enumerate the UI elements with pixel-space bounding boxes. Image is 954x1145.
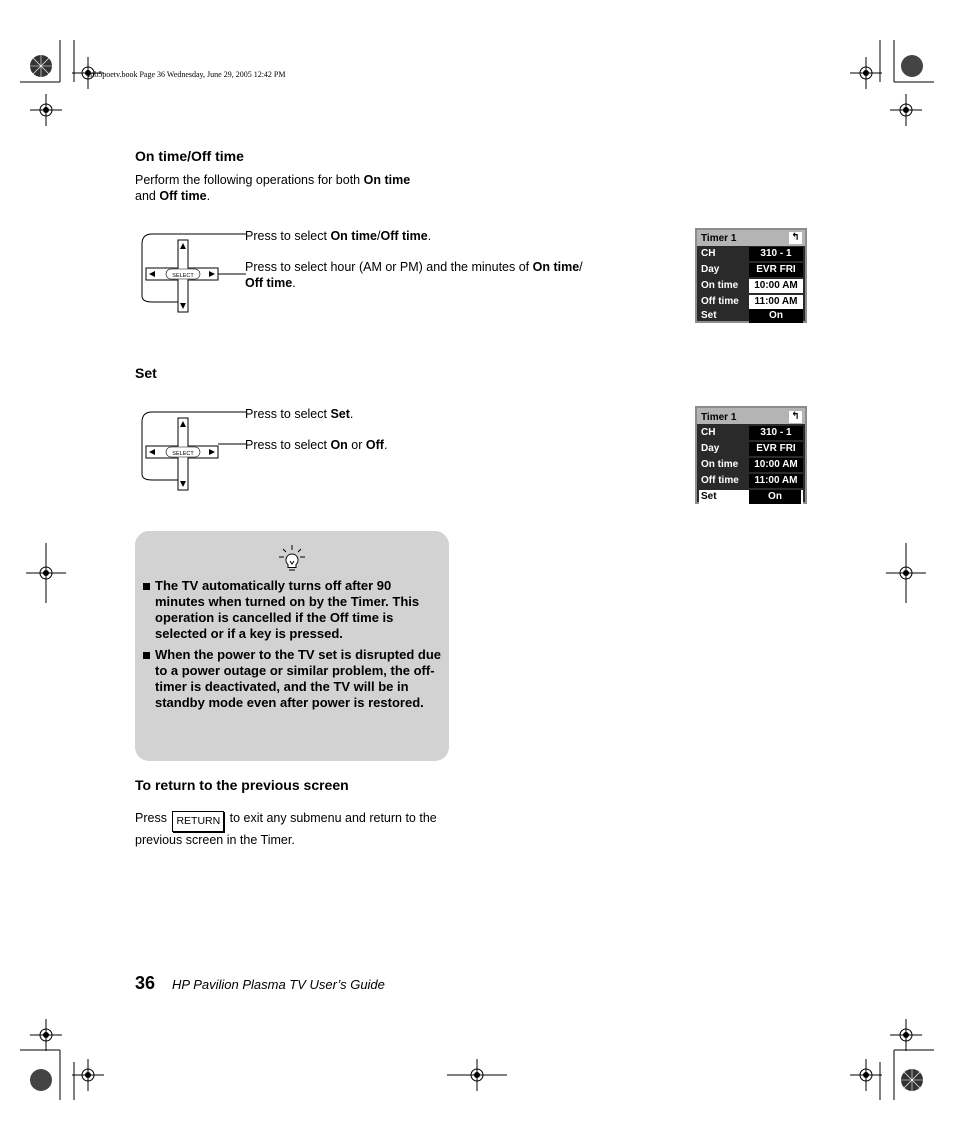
intro-bold: On time	[363, 173, 411, 187]
instruction-bold: On time	[330, 229, 377, 243]
intro-text: Perform the following operations for both	[135, 173, 364, 187]
dpad-diagram-updown	[138, 230, 248, 316]
instruction-updown	[245, 228, 625, 244]
instruction-bold: On	[330, 438, 348, 452]
instruction-bold: On time	[532, 260, 580, 274]
osd-row-label: Off time	[701, 475, 739, 486]
osd-row-value: EVR FRI	[749, 442, 803, 456]
bullet-icon	[143, 652, 150, 659]
return-instruction	[135, 810, 445, 849]
dpad-diagram-set	[138, 408, 248, 494]
osd-row-label: On time	[701, 459, 739, 470]
instruction-text: Press to select	[245, 229, 331, 243]
instruction-leftright	[245, 259, 610, 291]
instruction-text: .	[383, 438, 388, 452]
osd-row-value-selected: 10:00 AM	[749, 279, 803, 293]
osd-row-on-time	[699, 279, 803, 293]
return-icon: ↰	[789, 411, 802, 423]
osd-title: Timer 1	[701, 233, 737, 244]
instruction-text: Press to select	[245, 407, 331, 421]
instruction-text: to exit any submenu and return to the previous screen in the Timer.	[135, 811, 437, 847]
osd-row-day	[699, 442, 803, 456]
instruction-bold: Off	[365, 438, 384, 452]
tip-list	[143, 578, 443, 716]
osd-row-label: On time	[701, 280, 739, 291]
instruction-bold: Off time	[380, 229, 428, 243]
osd-row-value: 11:00 AM	[749, 474, 803, 488]
instruction-text: .	[349, 407, 354, 421]
section-heading-on-off-time: On time/Off time	[135, 148, 244, 164]
osd-timer-menu-2	[695, 406, 807, 504]
osd-row-label: CH	[701, 427, 716, 438]
osd-row-label: Day	[701, 264, 720, 275]
instruction-bold: Set	[330, 407, 350, 421]
osd-row-set-selected	[699, 490, 803, 504]
osd-row-day	[699, 263, 803, 277]
intro-bold: Off time	[159, 189, 207, 203]
instruction-text: .	[292, 276, 296, 290]
tip-item	[143, 578, 443, 642]
osd-row-off-time	[699, 474, 803, 488]
osd-row-label: Day	[701, 443, 720, 454]
osd-row-on-time	[699, 458, 803, 472]
osd-row-value: 310 - 1	[749, 247, 803, 261]
tip-item	[143, 647, 443, 711]
section-heading-set: Set	[135, 365, 157, 381]
instruction-set-leftright	[245, 437, 545, 453]
return-key-icon: RETURN	[172, 811, 224, 832]
osd-row-ch	[699, 247, 803, 261]
osd-row-label: Set	[701, 491, 717, 502]
return-icon: ↰	[789, 232, 802, 244]
instruction-text: or	[347, 438, 366, 452]
lightbulb-icon	[277, 543, 307, 573]
tip-text: The TV automatically turns off after 90 minutes when turned on by the Timer. This operation is cancelled if the Off time is selected or if a key is pressed.	[155, 578, 420, 641]
instruction-set-updown	[245, 406, 545, 422]
dpad-select-label: SELECT	[172, 451, 194, 457]
instruction-text: /	[579, 260, 583, 274]
instruction-text: Press	[135, 811, 167, 825]
osd-row-value: EVR FRI	[749, 263, 803, 277]
intro-text: and	[135, 189, 160, 203]
instruction-text: /	[377, 229, 381, 243]
osd-row-set	[699, 309, 803, 323]
osd-timer-menu-1	[695, 228, 807, 323]
osd-row-label: CH	[701, 248, 716, 259]
intro-text: .	[206, 189, 211, 203]
guide-title: HP Pavilion Plasma TV User’s Guide	[172, 977, 385, 992]
osd-row-value-selected: On	[749, 490, 801, 504]
instruction-bold: Off time	[245, 276, 293, 290]
section-intro	[135, 172, 445, 204]
osd-row-value: 10:00 AM	[749, 458, 803, 472]
instruction-text: Press to select hour (AM or PM) and the minutes of	[245, 260, 533, 274]
osd-row-value-selected: 11:00 AM	[749, 295, 803, 309]
section-heading-return: To return to the previous screen	[135, 777, 349, 793]
osd-row-label: Off time	[701, 296, 739, 307]
instruction-text: .	[427, 229, 432, 243]
tip-text: When the power to the TV set is disrupted due to a power outage or similar problem, the off-timer is deactivated, and the TV will be in standby mode even after power is restored.	[155, 647, 442, 710]
osd-row-ch	[699, 426, 803, 440]
osd-row-value: On	[749, 309, 803, 323]
osd-row-label: Set	[701, 310, 717, 321]
instruction-text: Press to select	[245, 438, 331, 452]
page-number: 36	[135, 973, 156, 993]
dpad-select-label: SELECT	[172, 273, 194, 279]
osd-title: Timer 1	[701, 412, 737, 423]
bullet-icon	[143, 583, 150, 590]
osd-row-value: 310 - 1	[749, 426, 803, 440]
print-slug: mb5poetv.book Page 36 Wednesday, June 29, 2005 12:42 PM	[88, 70, 286, 79]
osd-row-off-time	[699, 295, 803, 309]
